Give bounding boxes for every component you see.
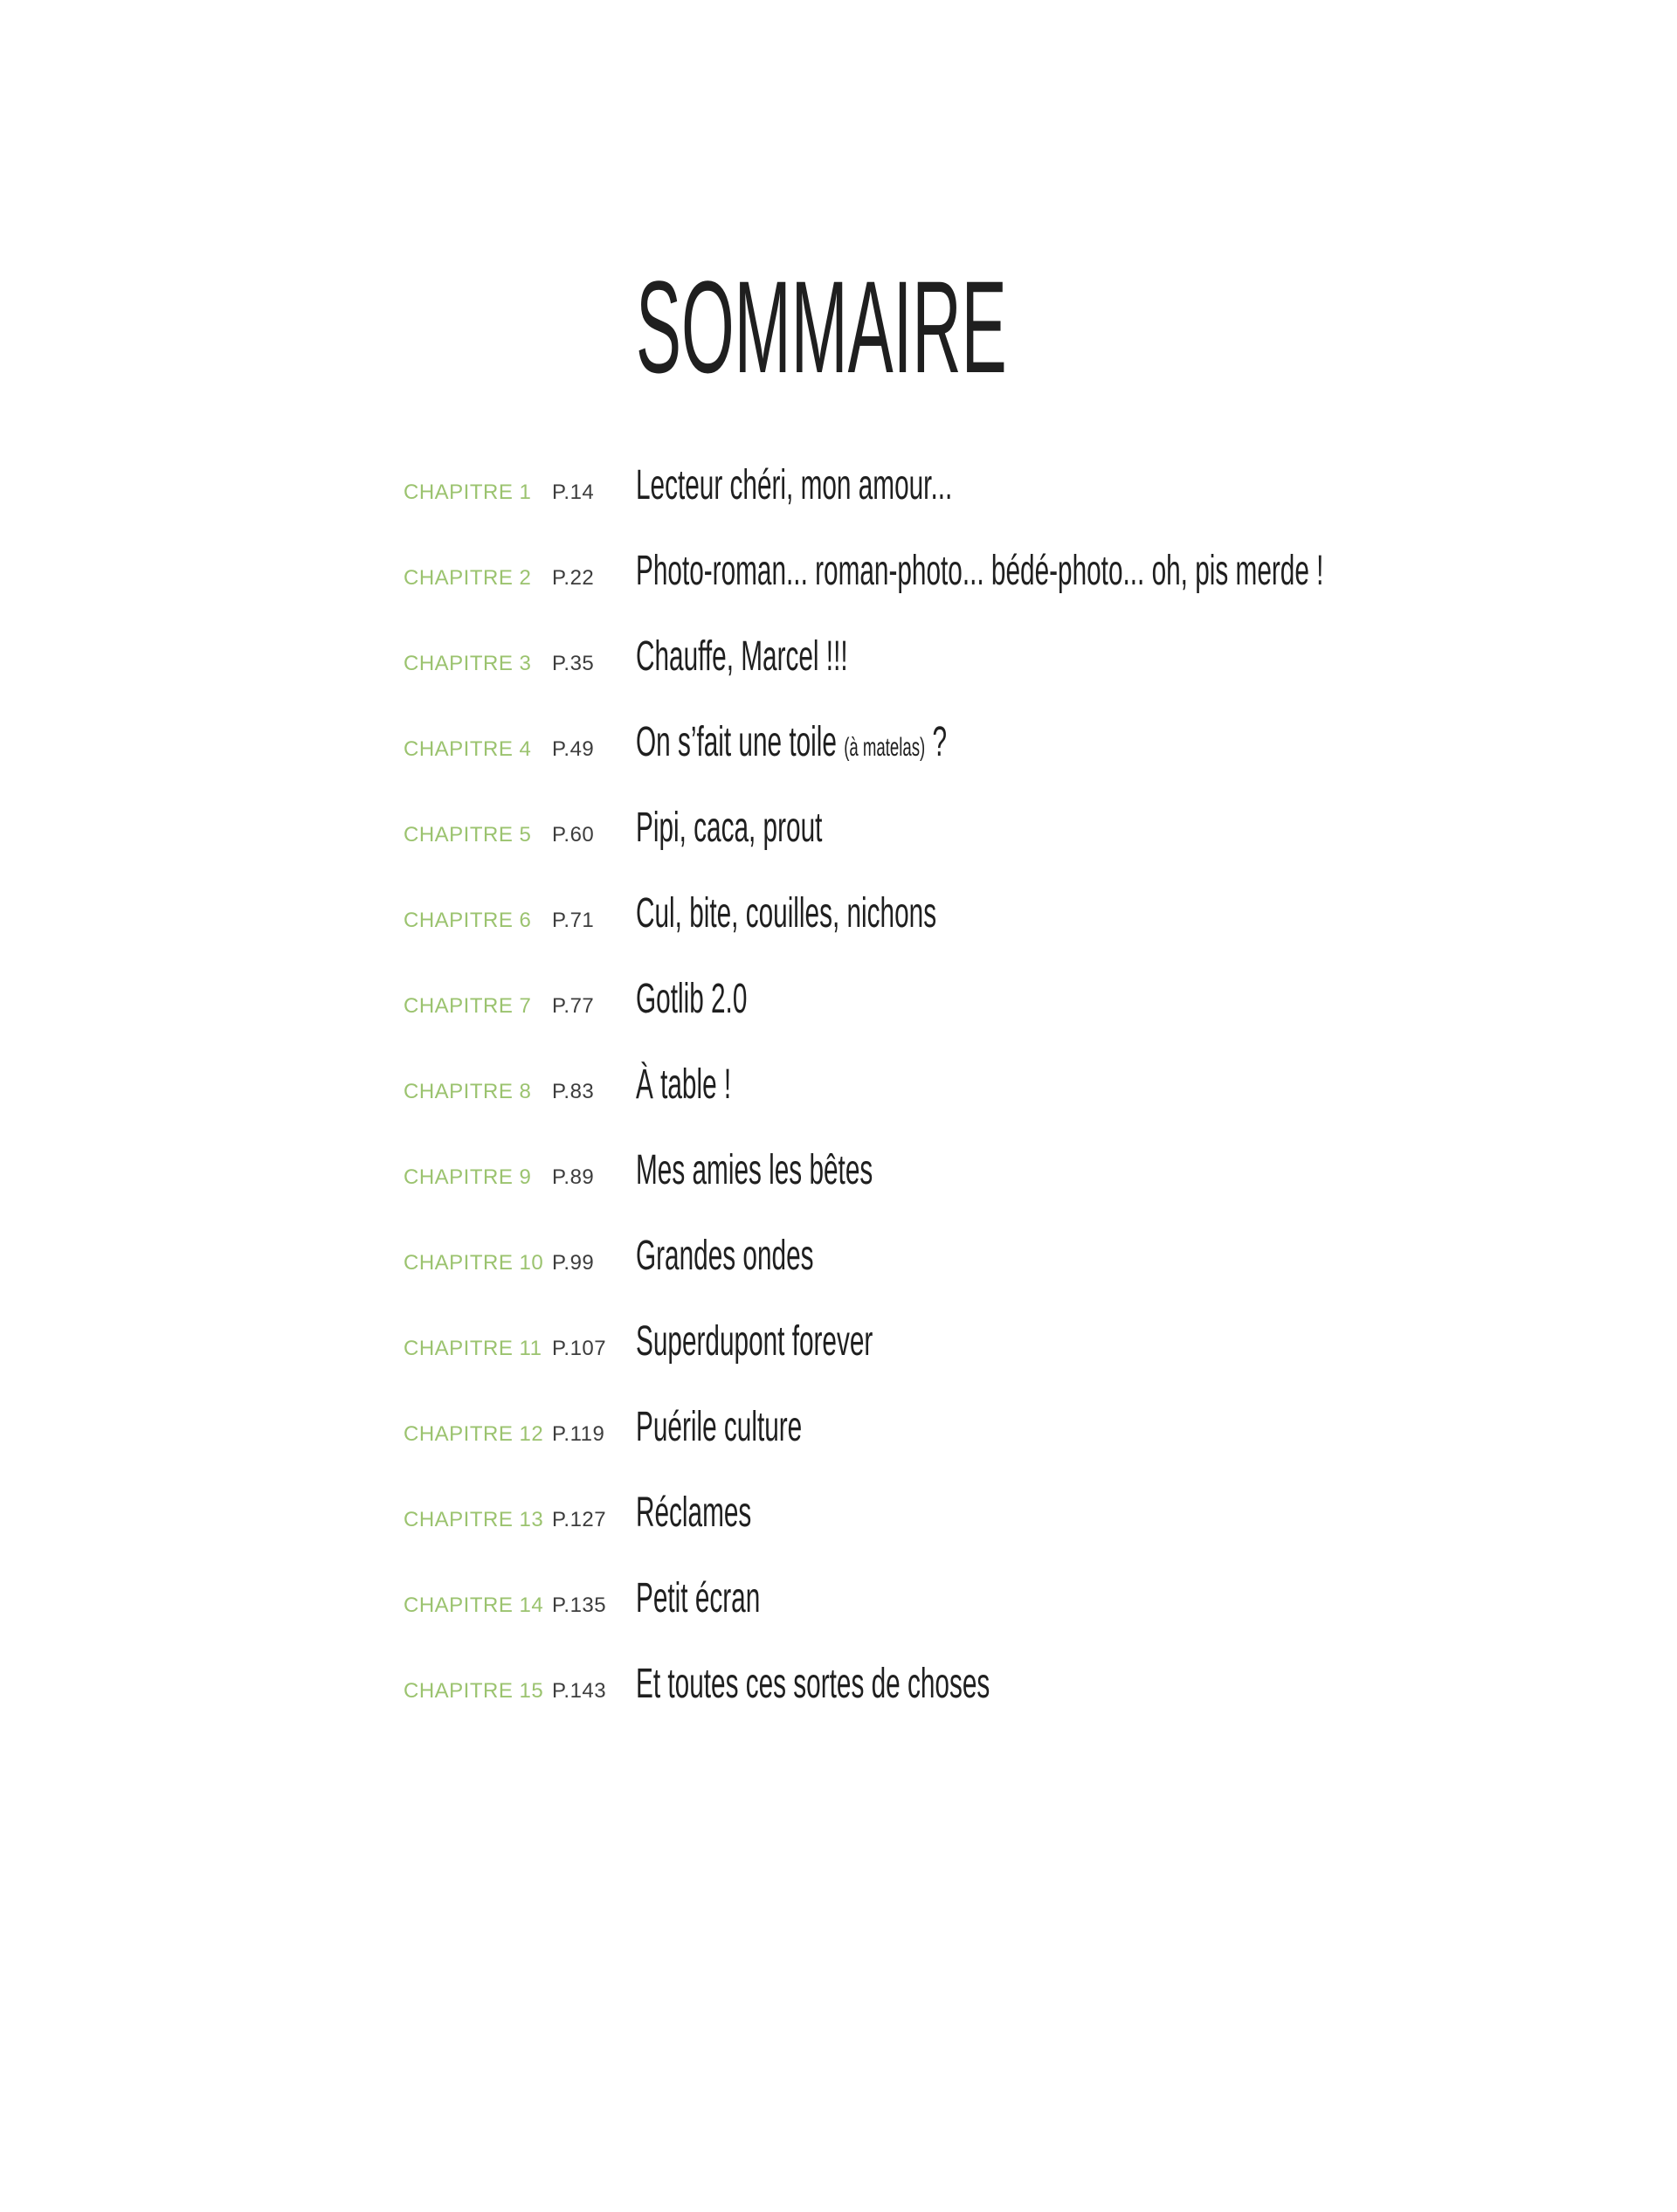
page-number: P.35 <box>552 652 595 675</box>
page-number: P.119 <box>552 1422 605 1446</box>
toc-entry <box>404 1642 1539 1727</box>
chapter-label: CHAPITRE 13 <box>404 1508 544 1531</box>
chapter-title <box>636 1128 873 1219</box>
page-number: P.83 <box>552 1080 595 1103</box>
page-number: P.71 <box>552 909 595 932</box>
chapter-title <box>636 1042 731 1133</box>
chapter-title <box>636 700 947 791</box>
toc-entry <box>404 785 1539 871</box>
chapter-title-main: Pipi, caca, prout <box>636 805 823 851</box>
chapter-title <box>636 1213 813 1304</box>
chapter-title <box>636 957 747 1047</box>
chapter-title <box>636 1385 802 1476</box>
chapter-title <box>636 1642 990 1732</box>
chapter-label: CHAPITRE 11 <box>404 1337 542 1360</box>
page-number: P.60 <box>552 823 595 847</box>
page-number: P.135 <box>552 1593 607 1617</box>
chapter-title <box>636 1470 751 1561</box>
chapter-title-main: On s’fait une toile <box>636 719 845 765</box>
page-number: P.22 <box>552 566 595 590</box>
chapter-title-main: Grandes ondes <box>636 1233 814 1279</box>
chapter-title-main: Superdupont forever <box>636 1318 873 1365</box>
toc-entry <box>404 1385 1539 1470</box>
table-of-contents <box>404 443 1539 1727</box>
chapter-title-main: Chauffe, Marcel !!! <box>636 633 848 680</box>
toc-entry <box>404 957 1539 1042</box>
chapter-title-small: (à matelas) <box>844 733 926 762</box>
toc-entry <box>404 614 1539 700</box>
chapter-label: CHAPITRE 10 <box>404 1251 544 1275</box>
chapter-title <box>636 529 1323 619</box>
chapter-label: CHAPITRE 12 <box>404 1422 544 1446</box>
toc-entry <box>404 700 1539 785</box>
toc-entry <box>404 1128 1539 1213</box>
chapter-title <box>636 1556 760 1647</box>
page-title: SOMMAIRE <box>636 253 1007 400</box>
chapter-title <box>636 443 952 534</box>
toc-entry <box>404 1470 1539 1556</box>
page-number: P.14 <box>552 480 595 504</box>
chapter-title-suffix: ? <box>925 719 948 765</box>
chapter-title <box>636 871 936 962</box>
chapter-title <box>636 614 848 705</box>
chapter-title-main: Mes amies les bêtes <box>636 1147 873 1193</box>
page-number: P.49 <box>552 737 595 761</box>
chapter-label: CHAPITRE 5 <box>404 823 532 847</box>
chapter-title <box>636 785 822 876</box>
page-number: P.107 <box>552 1337 607 1360</box>
chapter-title-main: Réclames <box>636 1490 752 1536</box>
toc-entry <box>404 1299 1539 1385</box>
toc-entry <box>404 1213 1539 1299</box>
chapter-title-main: Et toutes ces sortes de choses <box>636 1661 990 1707</box>
chapter-title-main: Gotlib 2.0 <box>636 976 748 1022</box>
toc-entry <box>404 871 1539 957</box>
toc-entry <box>404 443 1539 529</box>
page-number: P.143 <box>552 1679 607 1703</box>
chapter-title-main: Photo-roman... roman-photo... bédé-photo... oh, pis merde ! <box>636 548 1324 594</box>
toc-entry <box>404 1556 1539 1642</box>
chapter-title-main: Cul, bite, couilles, nichons <box>636 890 937 937</box>
chapter-label: CHAPITRE 9 <box>404 1165 532 1189</box>
chapter-label: CHAPITRE 1 <box>404 480 532 504</box>
chapter-title-main: Puérile culture <box>636 1404 803 1450</box>
page-number: P.77 <box>552 994 595 1018</box>
chapter-title-main: Petit écran <box>636 1575 761 1621</box>
page-number: P.127 <box>552 1508 607 1531</box>
page-number: P.99 <box>552 1251 595 1275</box>
toc-entry <box>404 1042 1539 1128</box>
chapter-title-main: À table ! <box>636 1061 732 1108</box>
chapter-title-main: Lecteur chéri, mon amour... <box>636 462 953 508</box>
chapter-label: CHAPITRE 7 <box>404 994 532 1018</box>
chapter-label: CHAPITRE 8 <box>404 1080 532 1103</box>
chapter-label: CHAPITRE 2 <box>404 566 532 590</box>
chapter-label: CHAPITRE 14 <box>404 1593 544 1617</box>
page-number: P.89 <box>552 1165 595 1189</box>
chapter-title <box>636 1299 873 1390</box>
chapter-label: CHAPITRE 15 <box>404 1679 544 1703</box>
chapter-label: CHAPITRE 3 <box>404 652 532 675</box>
chapter-label: CHAPITRE 6 <box>404 909 532 932</box>
toc-entry <box>404 529 1539 614</box>
chapter-label: CHAPITRE 4 <box>404 737 532 761</box>
